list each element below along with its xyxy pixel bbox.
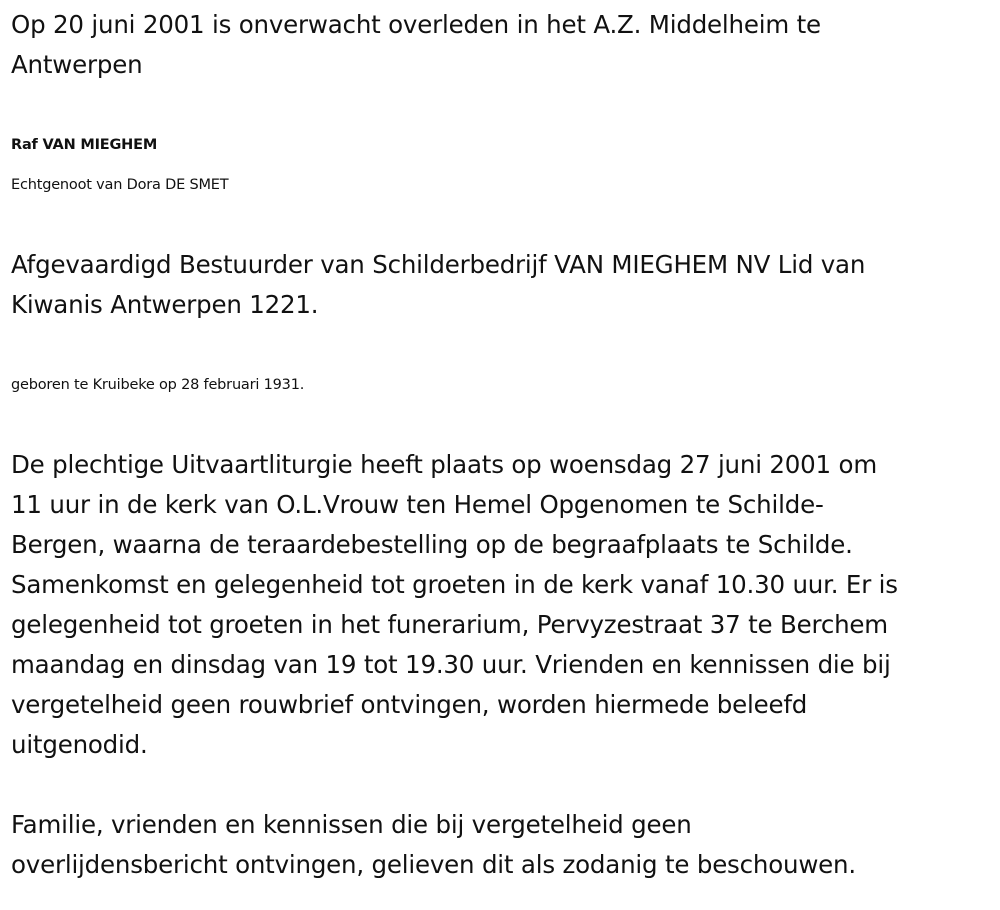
text-line: overlijdensbericht ontvingen, gelieven dit als zodanig te beschouwen. <box>11 850 856 879</box>
ceremony-paragraph <box>11 445 996 765</box>
text-line: vergetelheid geen rouwbrief ontvingen, worden hiermede beleefd <box>11 690 808 719</box>
text-line: Kiwanis Antwerpen 1221. <box>11 290 319 319</box>
paragraph-spacer <box>11 85 996 125</box>
text-line: Op 20 juni 2001 is onverwacht overleden in het A.Z. Middelheim te <box>11 10 821 39</box>
text-line: De plechtige Uitvaartliturgie heeft plaats op woensdag 27 juni 2001 om <box>11 450 877 479</box>
text-line: Familie, vrienden en kennissen die bij vergetelheid geen <box>11 810 692 839</box>
text-line: uitgenodid. <box>11 730 148 759</box>
paragraph-spacer <box>11 405 996 445</box>
text-line: 11 uur in de kerk van O.L.Vrouw ten Hemel Opgenomen te Schilde- <box>11 490 824 519</box>
function-paragraph <box>11 245 996 325</box>
obituary-notice <box>11 5 996 885</box>
spouse-line: Echtgenoot van Dora DE SMET <box>11 177 229 193</box>
text-line: maandag en dinsdag van 19 tot 19.30 uur. Vrienden en kennissen die bij <box>11 650 891 679</box>
birth-line: geboren te Kruibeke op 28 februari 1931. <box>11 377 305 393</box>
text-line: Bergen, waarna de teraardebestelling op de begraafplaats te Schilde. <box>11 530 853 559</box>
deceased-name: Raf VAN MIEGHEM <box>11 137 158 153</box>
text-line: Afgevaardigd Bestuurder van Schilderbedrijf VAN MIEGHEM NV Lid van <box>11 250 866 279</box>
paragraph-spacer <box>11 205 996 245</box>
paragraph-spacer <box>11 325 996 365</box>
text-line: Antwerpen <box>11 50 143 79</box>
text-line: gelegenheid tot groeten in het funerarium, Pervyzestraat 37 te Berchem <box>11 610 888 639</box>
closing-paragraph <box>11 805 996 885</box>
text-line: Samenkomst en gelegenheid tot groeten in de kerk vanaf 10.30 uur. Er is <box>11 570 898 599</box>
paragraph-spacer <box>11 765 996 805</box>
intro-paragraph <box>11 5 996 85</box>
